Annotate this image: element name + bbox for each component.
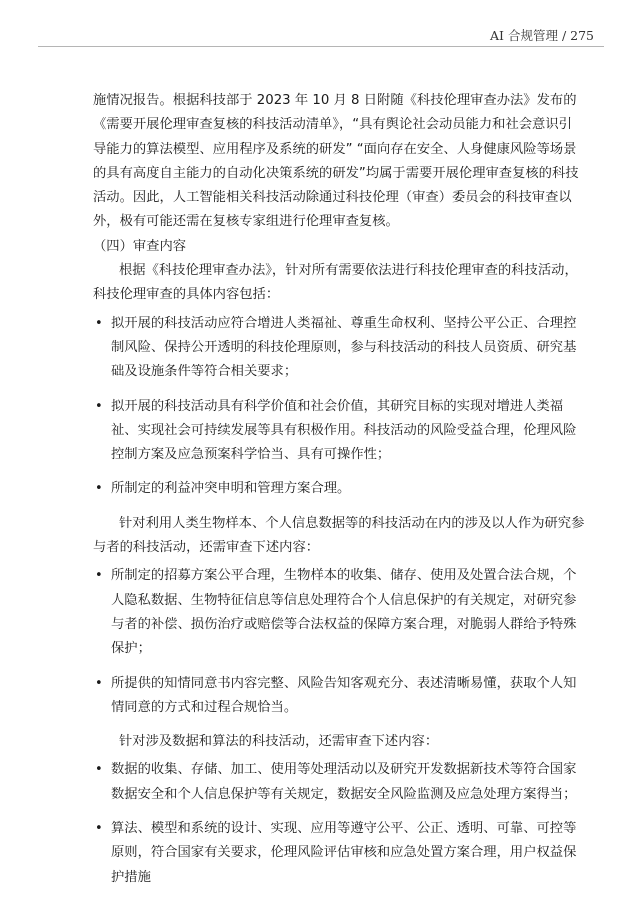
general-requirements-list <box>93 312 585 502</box>
bullet-icon: • <box>95 481 103 497</box>
bullet-icon: • <box>95 762 103 778</box>
list-item <box>93 672 585 721</box>
paragraph-intro: 施情况报告。根据科技部于 2023 年 10 月 8 日附随《科技伦理审查办法》发布的《需要开展伦理审查复核的科技活动清单》，“具有舆论社会动员能力和社会意识引导能力的算法模型、应用程序及系统的研发” “面向存在安全、人身健康风险等场景的具有高度自主能力的自动化决策系统的研发”均属于需要开展伦理审查复核的科技活动。因此，人工智能相关科技活动除通过科技伦理（审查）委员会的科技审查以外，极有可能还需在复核专家组进行伦理审查复核。 <box>93 93 579 230</box>
list-item <box>93 758 585 807</box>
list-item <box>93 395 585 468</box>
list-item-text: 所制定的招募方案公平合理，生物样本的收集、储存、使用及处置合法合规，个人隐私数据、生物特征信息等信息处理符合个人信息保护的有关规定，对研究参与者的补偿、损伤治疗或赔偿等合法权益的保障方案合理，对脆弱人群给予特殊保护； <box>111 568 577 657</box>
list-item-text: 所提供的知情同意书内容完整、风险告知客观充分、表述清晰易懂，获取个人知情同意的方式和过程合规恰当。 <box>111 675 577 715</box>
list-item-text: 算法、模型和系统的设计、实现、应用等遵守公平、公正、透明、可靠、可控等原则，符合国家有关要求，伦理风险评估审核和应急处置方案合理，用户权益保护措施 <box>111 821 577 885</box>
bullet-icon: • <box>95 675 103 691</box>
list-item <box>93 564 585 661</box>
paragraph-data-algorithms: 针对涉及数据和算法的科技活动，还需审查下述内容： <box>119 734 439 750</box>
data-algorithms-list <box>93 758 585 889</box>
list-item <box>93 312 585 385</box>
list-item-text: 所制定的利益冲突申明和管理方案合理。 <box>111 481 351 497</box>
paragraph-human-subjects: 针对利用人类生物样本、个人信息数据等的科技活动在内的涉及以人作为研究参与者的科技活动，还需审查下述内容： <box>93 515 585 556</box>
page-body <box>93 89 585 900</box>
section-heading: （四）审查内容 <box>93 238 187 254</box>
paragraph-basis: 根据《科技伦理审查办法》，针对所有需要依法进行科技伦理审查的科技活动，科技伦理审查的具体内容包括： <box>93 263 578 303</box>
running-header: AI 合规管理 / 275 <box>490 28 594 43</box>
bullet-icon: • <box>95 398 103 414</box>
list-item <box>93 477 585 501</box>
human-subjects-list <box>93 564 585 720</box>
list-item-text: 数据的收集、存储、加工、使用等处理活动以及研究开发数据新技术等符合国家数据安全和个人信息保护等有关规定，数据安全风险监测及应急处理方案得当； <box>111 762 577 802</box>
bullet-icon: • <box>95 315 103 331</box>
list-item <box>93 817 585 890</box>
header-divider <box>38 46 604 47</box>
bullet-icon: • <box>95 568 103 584</box>
list-item-text: 拟开展的科技活动应符合增进人类福祉、尊重生命权利、坚持公平公正、合理控制风险、保持公开透明的科技伦理原则，参与科技活动的科技人员资质、研究基础及设施条件等符合相关要求； <box>111 315 577 380</box>
list-item-text: 拟开展的科技活动具有科学价值和社会价值，其研究目标的实现对增进人类福祉、实现社会可持续发展等具有积极作用。科技活动的风险受益合理，伦理风险控制方案及应急预案科学恰当、具有可操作性； <box>111 398 577 463</box>
bullet-icon: • <box>95 821 103 837</box>
